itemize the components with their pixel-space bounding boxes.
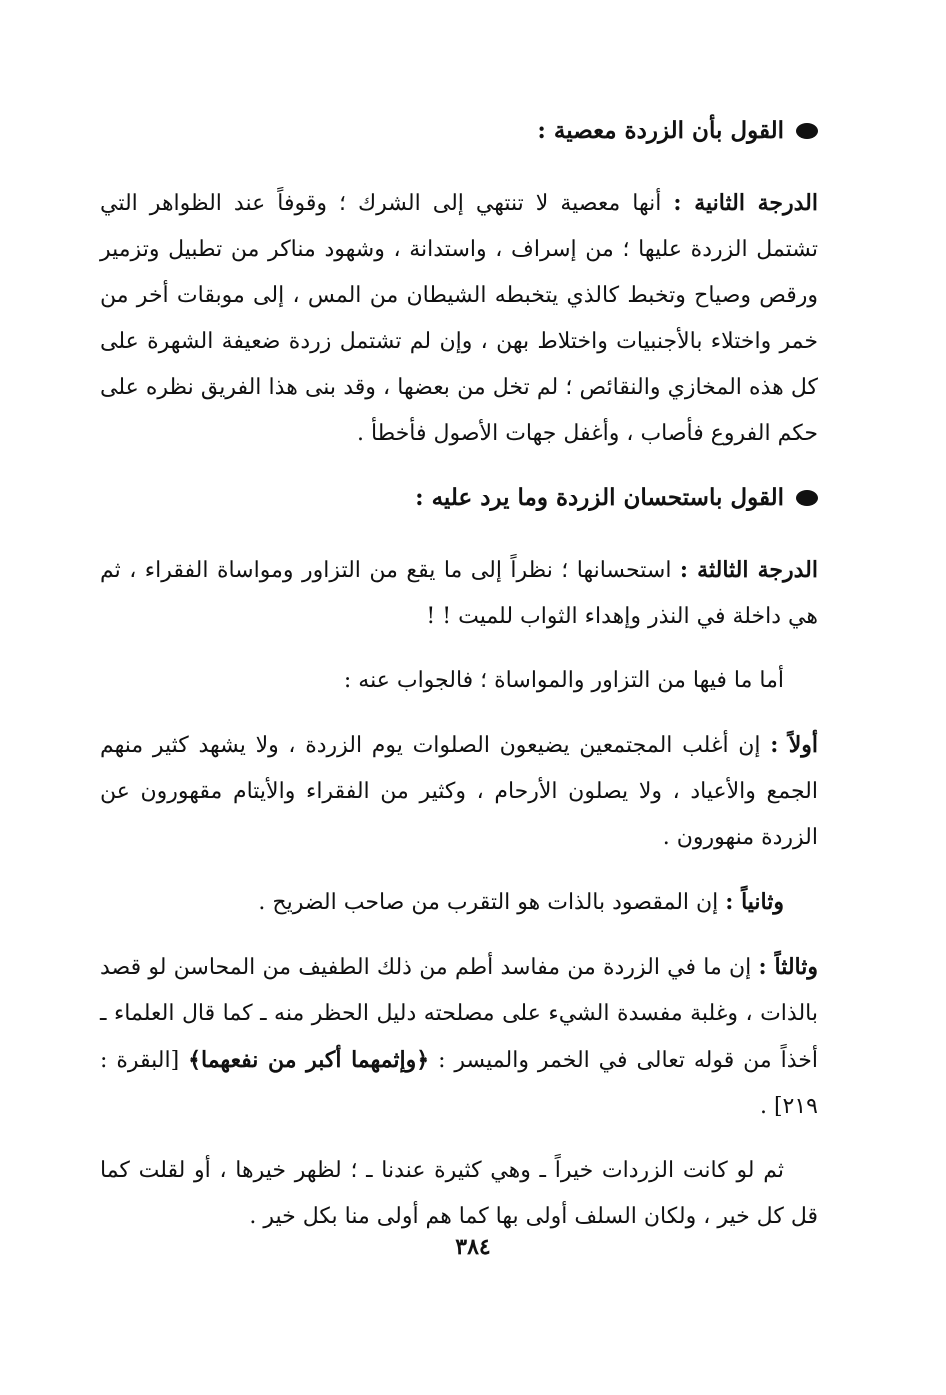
section-heading-text: القول باستحسان الزردة وما يرد عليه : bbox=[415, 484, 784, 511]
paragraph-third-degree bbox=[100, 547, 818, 640]
page-body bbox=[100, 108, 818, 1258]
paragraph-text: أنها معصية لا تنتهي إلى الشرك ؛ وقوفاً عند الظواهر التي تشتمل الزردة عليها ؛ من إسراف ، واستدانة ، وشهود مناكر من تطبيل وتزمير ورقص وصياح وتخبط كالذي يتخبطه الشيطان من المس ، إلى موبقات أخر من خمر واختلاء بالأجنبيات واختلاط بهن ، وإن لم تشتمل زردة ضعيفة الشهرة على كل هذه المخازي والنقائص ؛ لم تخل من بعضها ، وقد بنى هذا الفريق نظره على حكم الفروع فأصاب ، وأغفل جهات الأصول فأخطأ . bbox=[100, 191, 818, 446]
section-heading-sin bbox=[100, 108, 818, 154]
verse-reference: [البقرة : ٢١٩] . bbox=[100, 1048, 818, 1119]
page-number: ٣٨٤ bbox=[455, 1234, 491, 1260]
paragraph-second-point bbox=[100, 879, 818, 926]
paragraph-lead: الدرجة الثالثة : bbox=[679, 557, 818, 583]
paragraph-lead: وثالثاً : bbox=[758, 954, 818, 980]
paragraph-text: إن ما في الزردة من مفاسد أطم من ذلك الطفيف من المحاسن لو قصد بالذات ، وغلبة مفسدة الشيء على مصلحته دليل الحظر منه ـ كما قال العلماء ـ أخذاً من قوله تعالى في الخمر والميسر : bbox=[100, 955, 818, 1073]
section-heading-text: القول بأن الزردة معصية : bbox=[537, 117, 784, 144]
paragraph-lead: أولاً : bbox=[770, 732, 818, 758]
section-heading-approval bbox=[100, 475, 818, 521]
paragraph-text: أما ما فيها من التزاور والمواساة ؛ فالجواب عنه : bbox=[343, 668, 784, 693]
paragraph-text: استحسانها ؛ نظراً إلى ما يقع من التزاور ومواساة الفقراء ، ثم هي داخلة في النذر وإهداء الثواب للميت ! ! bbox=[100, 558, 818, 629]
paragraph-lead: وثانياً : bbox=[725, 889, 784, 915]
quran-verse: ﴿وإثمهما أكبر من نفعهما﴾ bbox=[188, 1047, 430, 1073]
paragraph-third-point bbox=[100, 944, 818, 1130]
paragraph-conclusion bbox=[100, 1148, 818, 1240]
paragraph-text: ثم لو كانت الزردات خيراً ـ وهي كثيرة عندنا ـ ؛ لظهر خيرها ، أو لقلت كما قل كل خير ، ولكان السلف أولى بها كما هم أولى منا بكل خير . bbox=[100, 1158, 818, 1229]
paragraph-text: إن أغلب المجتمعين يضيعون الصلوات يوم الزردة ، ولا يشهد كثير منهم الجمع والأعياد ، ولا يصلون الأرحام ، وكثير من الفقراء والأيتام مقهورون عن الزردة منهورون . bbox=[100, 733, 818, 850]
bullet-icon bbox=[796, 123, 818, 139]
paragraph-answer-intro bbox=[100, 658, 818, 704]
paragraph-second-degree bbox=[100, 180, 818, 457]
paragraph-lead: الدرجة الثانية : bbox=[673, 190, 818, 216]
paragraph-text: إن المقصود بالذات هو التقرب من صاحب الضريح . bbox=[258, 890, 719, 915]
paragraph-first-point bbox=[100, 722, 818, 861]
bullet-icon bbox=[796, 490, 818, 506]
